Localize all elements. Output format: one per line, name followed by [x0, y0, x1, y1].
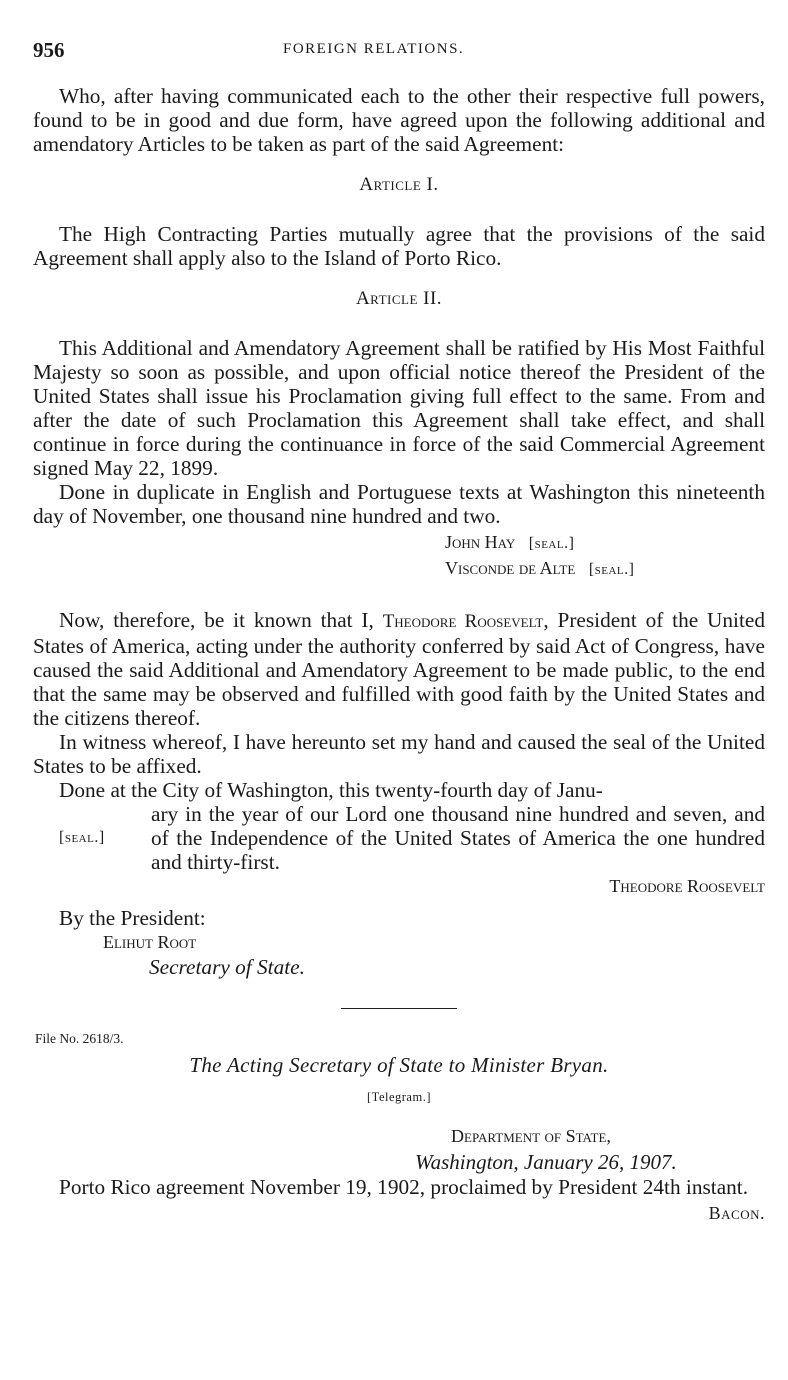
article-2-text: This Additional and Amendatory Agreement shall be ratified by His Most Faithful Majesty so soon as possible, and upon official notice thereof the President of the United States shall issue his Proclamation giving full effect to the same. From and after the date of such Proclamation this Agreement shall take effect, and shall continue in force during the continuance in force of the said Commercial Agreement signed May 22, 1899.	[33, 336, 765, 480]
place-date: Washington, January 26, 1907.	[415, 1150, 677, 1174]
signer-alte	[445, 556, 765, 582]
section-divider	[341, 1008, 457, 1009]
telegram-label: [Telegram.]	[367, 1090, 431, 1104]
done-at-continuation: ary in the year of our Lord one thousand nine hundred and seven, and of the Independence of the United States of America the one hundred and thirty-first.	[151, 802, 765, 874]
witness-paragraph: In witness whereof, I have hereunto set my hand and caused the seal of the United States to be affixed.	[33, 730, 765, 778]
intro-paragraph: Who, after having communicated each to the other their respective full powers, found to be in good and due form, have agreed upon the following additional and amendatory Articles to be taken as part of the said Agreement:	[33, 84, 765, 156]
page-number: 956	[33, 38, 65, 62]
secretary-name: Elihut Root	[103, 932, 197, 952]
seal-mark: [seal.]	[59, 829, 105, 846]
telegram-signature: Bacon.	[708, 1203, 765, 1223]
president-signature: Theodore Roosevelt	[609, 876, 765, 896]
secretary-title: Secretary of State.	[149, 955, 305, 979]
article-1-heading: Article I.	[359, 174, 439, 195]
by-the-president: By the President:	[59, 906, 206, 930]
proclamation-intro: Now, therefore, be it known that I,	[59, 608, 374, 632]
department-heading: Department of State,	[451, 1126, 611, 1146]
article-2-heading: Article II.	[355, 288, 443, 309]
document-page	[33, 38, 765, 1224]
president-name: Theodore Roosevelt	[382, 611, 544, 632]
page-header	[33, 38, 765, 64]
running-head: FOREIGN RELATIONS.	[283, 41, 465, 57]
file-number: File No. 2618/3.	[35, 1031, 124, 1046]
signer-name: Visconde de Alte	[445, 558, 576, 578]
done-at-first-line: Done at the City of Washington, this twenty-fourth day of Janu-	[59, 778, 603, 802]
proclamation-text: , President of the United States of America, acting under the authority conferred by said Act of Congress, have caused the said Additional and Amendatory Agreement to be made public, to the end that the same may be observed and fulfilled with good faith by the United States and the citizens thereof.	[33, 608, 765, 730]
telegram-body: Porto Rico agreement November 19, 1902, proclaimed by President 24th instant.	[59, 1175, 749, 1199]
seal-mark: [seal.]	[528, 535, 575, 552]
signers-block	[445, 530, 765, 582]
proclamation-paragraph	[33, 608, 765, 730]
done-at-block	[33, 778, 765, 874]
article-1-text: The High Contracting Parties mutually agree that the provisions of the said Agreement shall apply also to the Island of Porto Rico.	[33, 222, 765, 270]
article-2-done-text: Done in duplicate in English and Portuguese texts at Washington this nineteenth day of November, one thousand nine hundred and two.	[33, 480, 765, 528]
seal-mark: [seal.]	[588, 561, 635, 578]
document-title: The Acting Secretary of State to Minister Bryan.	[189, 1053, 609, 1077]
signer-hay	[445, 530, 765, 556]
signer-name: John Hay	[445, 532, 516, 552]
